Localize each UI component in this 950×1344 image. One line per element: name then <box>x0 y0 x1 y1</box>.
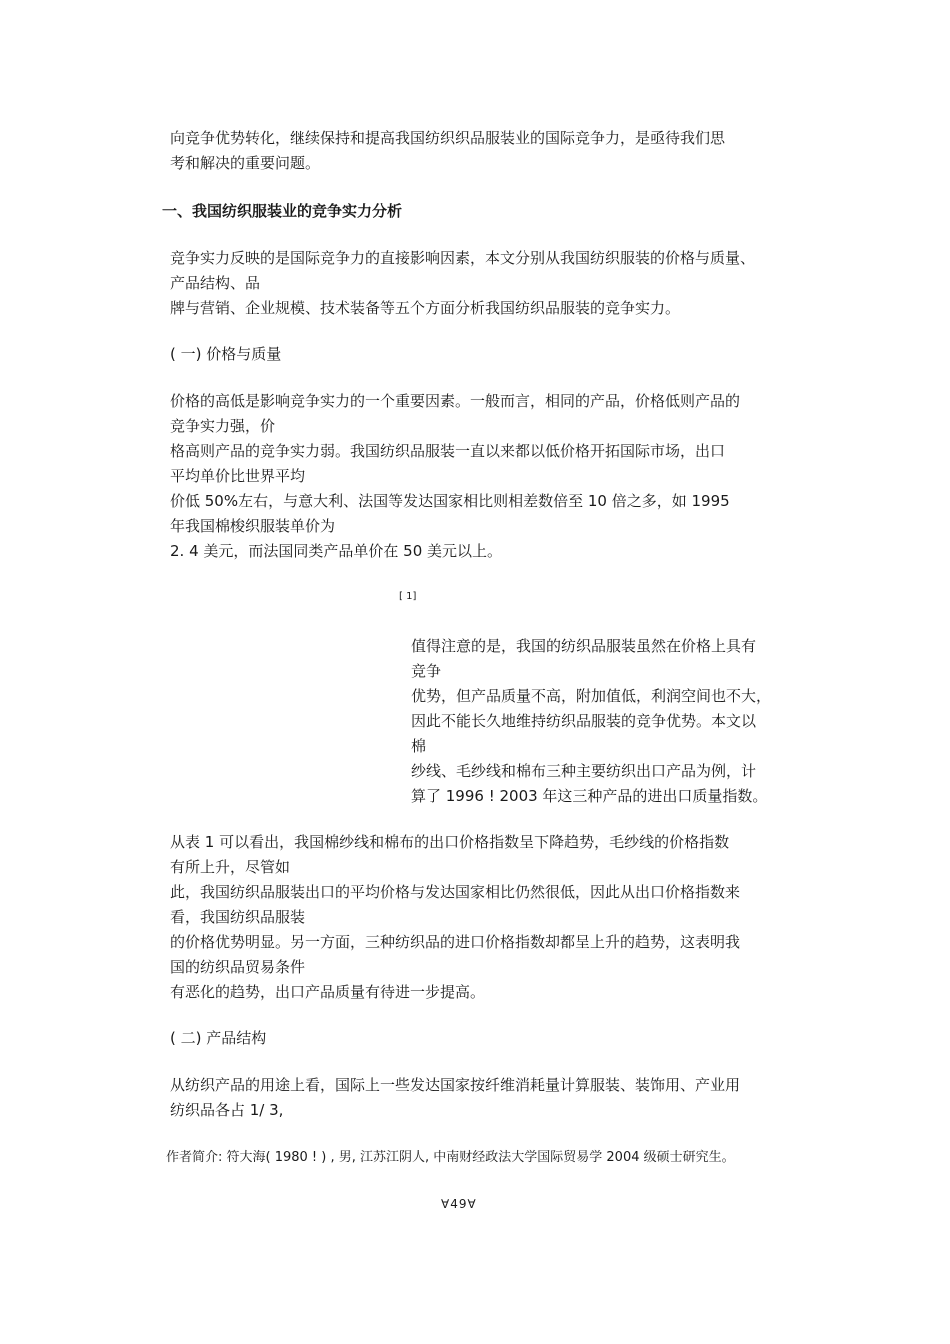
price-para-line: 价低 50%左右，与意大利、法国等发达国家相比则相差数倍至 10 倍之多，如 1995 <box>170 492 730 510</box>
price-para-line: 平均单价比世界平均 <box>170 467 306 485</box>
price-para-line: 2. 4 美元，而法国同类产品单价在 50 美元以上。 <box>170 542 503 560</box>
price-para-line: 年我国棉梭织服装单价为 <box>170 517 336 535</box>
price-para-line: 格高则产品的竞争实力弱。我国纺织品服装一直以来都以低价格开拓国际市场，出口 <box>170 442 726 460</box>
section1-para-line: 牌与营销、企业规模、技术装备等五个方面分析我国纺织品服装的竞争实力。 <box>170 299 681 317</box>
index-para-line: 看，我国纺织品服装 <box>170 908 306 926</box>
citation-marker: [ 1] <box>399 591 417 602</box>
index-para-line: 从表 1 可以看出，我国棉纱线和棉布的出口价格指数呈下降趋势，毛纱线的价格指数 <box>170 833 730 851</box>
price-para-line: 价格的高低是影响竞争实力的一个重要因素。一般而言，相同的产品，价格低则产品的 <box>170 392 741 410</box>
price-para-line: 竞争实力强，价 <box>170 417 276 435</box>
index-para-line: 的价格优势明显。另一方面，三种纺织品的进口价格指数却都呈上升的趋势，这表明我 <box>170 933 741 951</box>
index-para-line: 此，我国纺织品服装出口的平均价格与发达国家相比仍然很低，因此从出口价格指数来 <box>170 883 741 901</box>
structure-para-line: 纺织品各占 1/ 3, <box>170 1101 284 1119</box>
section-heading: 一、我国纺织服装业的竞争实力分析 <box>162 202 403 220</box>
section1-para-line: 竞争实力反映的是国际竞争力的直接影响因素，本文分别从我国纺织服装的价格与质量、 <box>170 249 756 267</box>
quality-para-line: 竞争 <box>411 662 442 680</box>
structure-para-line: 从纺织产品的用途上看，国际上一些发达国家按纤维消耗量计算服装、装饰用、产业用 <box>170 1076 741 1094</box>
subsection-heading-product-structure: ( 二) 产品结构 <box>170 1029 267 1047</box>
quality-para-line: 算了 1996 ! 2003 年这三种产品的进出口质量指数。 <box>411 787 768 805</box>
intro-line-2: 考和解决的重要问题。 <box>170 154 321 172</box>
index-para-line: 国的纺织品贸易条件 <box>170 958 306 976</box>
author-footnote: 作者简介: 符大海( 1980 ! ) , 男, 江苏江阴人, 中南财经政法大学国际贸易学 2004 级硕士研究生。 <box>166 1150 735 1165</box>
index-para-line: 有所上升，尽管如 <box>170 858 291 876</box>
quality-para-line: 纱线、毛纱线和棉布三种主要纺织出口产品为例，计 <box>411 762 757 780</box>
quality-para-line: 因此不能长久地维持纺织品服装的竞争优势。本文以 <box>411 712 757 730</box>
quality-para-line: 优势，但产品质量不高，附加值低，利润空间也不大， <box>411 687 772 705</box>
section1-para-line: 产品结构、品 <box>170 274 261 292</box>
quality-para-line: 棉 <box>411 737 427 755</box>
quality-para-line: 值得注意的是，我国的纺织品服装虽然在价格上具有 <box>411 637 757 655</box>
page-number: ∀49∀ <box>441 1197 477 1211</box>
index-para-line: 有恶化的趋势，出口产品质量有待进一步提高。 <box>170 983 486 1001</box>
intro-line-1: 向竞争优势转化，继续保持和提高我国纺织织品服装业的国际竞争力，是亟待我们思 <box>170 129 726 147</box>
subsection-heading-price-quality: ( 一) 价格与质量 <box>170 345 282 363</box>
